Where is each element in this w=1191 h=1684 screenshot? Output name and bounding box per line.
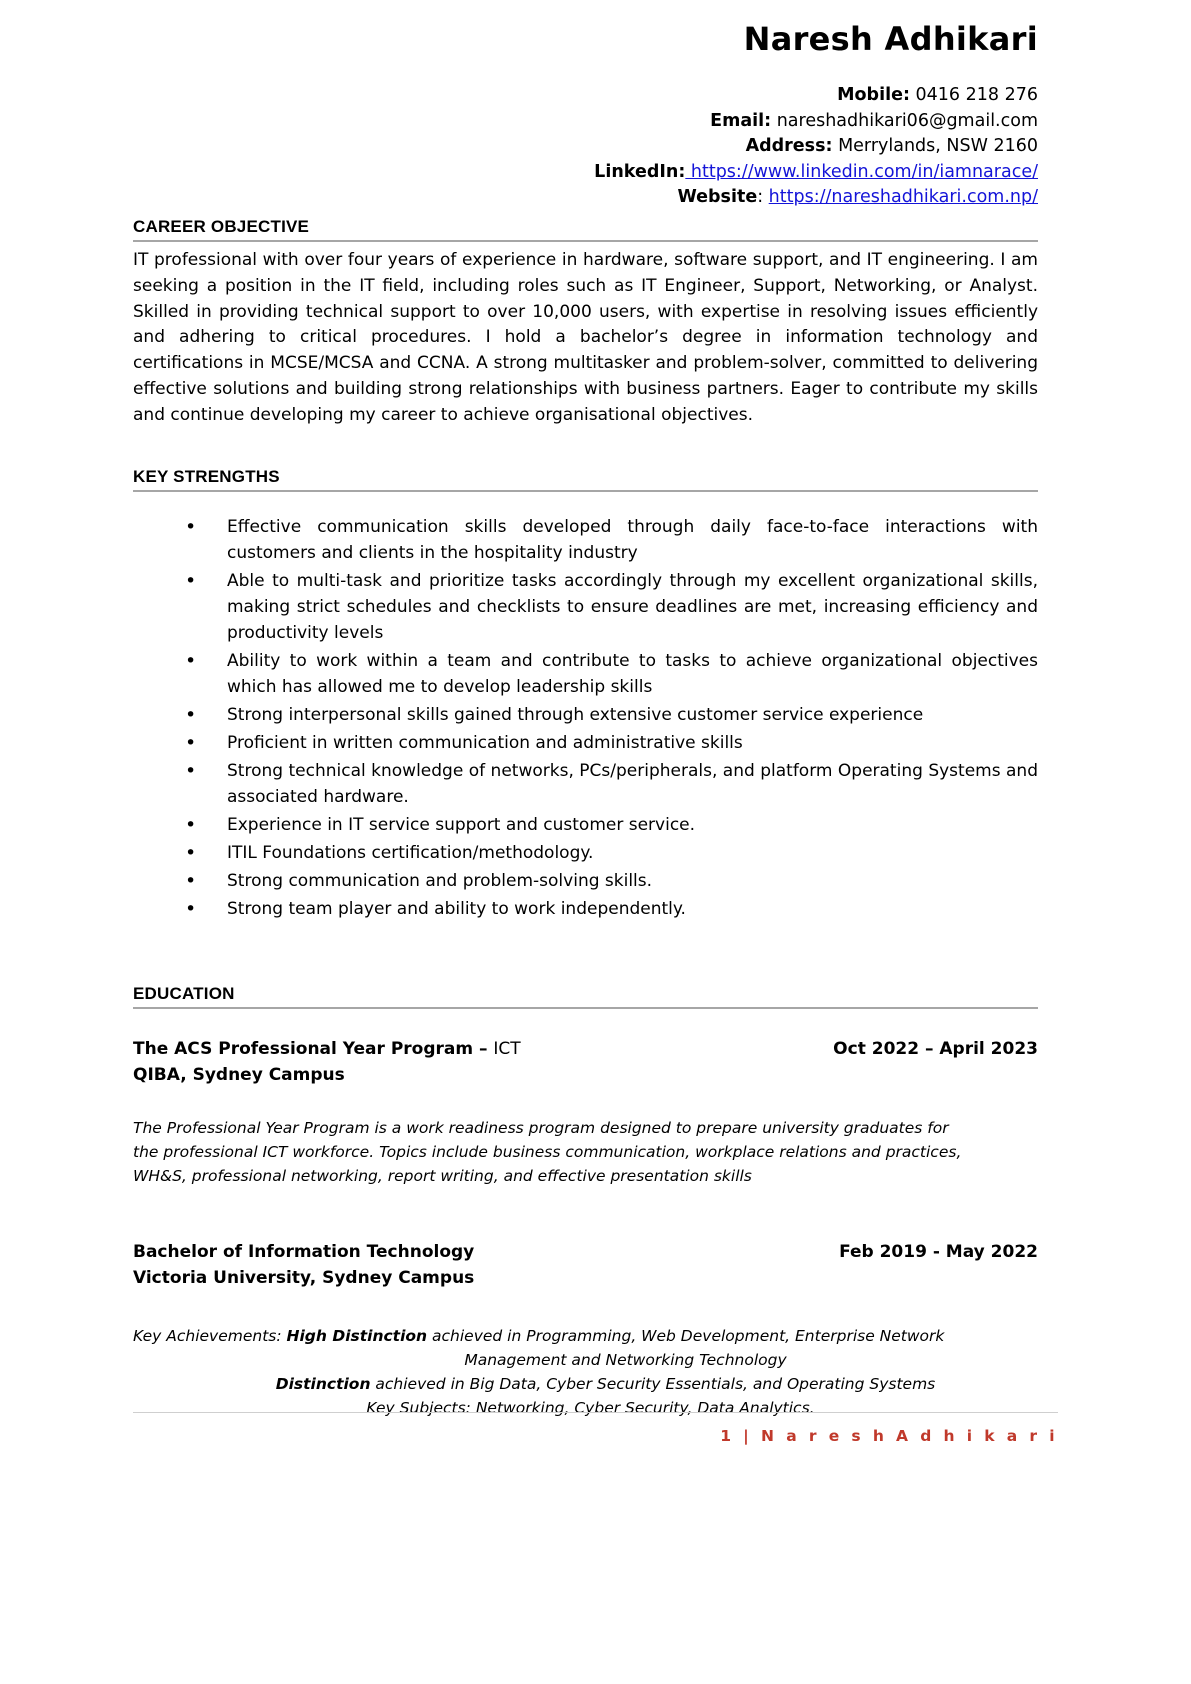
list-item: • Effective communication skills developed through daily face-to-face interactions with customers and clients in the hospitality industry: [179, 514, 1038, 566]
education-entry-bachelor: [133, 1240, 1038, 1420]
list-item: • Strong technical knowledge of networks, PCs/peripherals, and platform Operating Systems and associated hardware.: [179, 758, 1038, 810]
education-title: [133, 1037, 521, 1063]
education-institution: QIBA, Sydney Campus: [133, 1064, 345, 1085]
contact-linkedin: [133, 160, 1038, 186]
list-item: • Strong communication and problem-solving skills.: [179, 868, 1038, 894]
email-label: Email:: [710, 110, 772, 131]
contact-details: [133, 83, 1038, 211]
list-item: • Experience in IT service support and customer service.: [179, 812, 1038, 838]
website-link[interactable]: https://nareshadhikari.com.np/: [768, 187, 1038, 208]
list-item: • Strong interpersonal skills gained through extensive customer service experience: [179, 702, 1038, 728]
contact-mobile: [133, 83, 1038, 109]
contact-address: [133, 134, 1038, 160]
education-entry-acs: [133, 1037, 1038, 1189]
contact-website: [133, 185, 1038, 211]
candidate-name: Naresh Adhikari: [743, 20, 1038, 58]
resume-content: [133, 0, 1038, 1420]
list-item: • ITIL Foundations certification/methodology.: [179, 840, 1038, 866]
contact-email: [133, 109, 1038, 135]
mobile-label: Mobile:: [837, 85, 910, 106]
education-entry-header: [133, 1240, 1038, 1266]
address-value: Merrylands, NSW 2160: [832, 136, 1038, 157]
key-achievements: [133, 1324, 1038, 1420]
page-footer: 1 | N a r e s h A d h i k a r i: [133, 1412, 1058, 1445]
website-label: Website: [677, 187, 758, 208]
key-strengths-list: [133, 514, 1038, 922]
education-entry-header: [133, 1037, 1038, 1063]
achievement-line-1-rest: achieved in Programming, Web Development, Enterprise Network: [427, 1327, 945, 1346]
achievement-distinction: Distinction: [275, 1375, 371, 1394]
education-description: The Professional Year Program is a work readiness program designed to prepare university graduates for the professional ICT workforce. Topics include business communication, workplace relations and practices, WH&S, professional networking, report writing, and effective presentation skills: [133, 1119, 962, 1186]
achievement-high-distinction: High Distinction: [286, 1327, 428, 1346]
list-item: • Ability to work within a team and contribute to tasks to achieve organizational objectives which has allowed me to develop leadership skills: [179, 648, 1038, 700]
email-value: nareshadhikari06@gmail.com: [771, 110, 1038, 131]
website-colon: :: [757, 187, 769, 208]
address-label: Address:: [745, 136, 833, 157]
linkedin-link[interactable]: https://www.linkedin.com/in/iamnarace/: [685, 161, 1038, 182]
achievement-line-2: Management and Networking Technology: [464, 1351, 787, 1370]
achievement-label: Key Achievements:: [133, 1327, 287, 1346]
section-heading-career-objective: CAREER OBJECTIVE: [133, 217, 1038, 242]
list-item: • Proficient in written communication and administrative skills: [179, 730, 1038, 756]
achievement-line-1: [133, 1324, 1038, 1348]
list-item: • Strong team player and ability to work independently.: [179, 896, 1038, 922]
achievement-line-3-rest: achieved in Big Data, Cyber Security Essentials, and Operating Systems: [370, 1375, 936, 1394]
list-item: • Able to multi-task and prioritize tasks accordingly through my excellent organizational skills, making strict schedules and checklists to ensure deadlines are met, increasing efficiency and productivity levels: [179, 568, 1038, 646]
education-title-bold: The ACS Professional Year Program –: [133, 1038, 494, 1059]
education-institution: Victoria University, Sydney Campus: [133, 1268, 475, 1289]
education-title: Bachelor of Information Technology: [133, 1242, 475, 1263]
education-title-light: ICT: [493, 1038, 521, 1059]
mobile-value: 0416 218 276: [909, 85, 1038, 106]
achievement-line-3: [133, 1372, 1038, 1396]
section-heading-key-strengths: KEY STRENGTHS: [133, 467, 1038, 492]
linkedin-label: LinkedIn:: [594, 161, 686, 182]
career-objective-text: IT professional with over four years of experience in hardware, software support, and IT engineering. I am seeking a position in the IT field, including roles such as IT Engineer, Support, Networking, or Analyst. Skilled in providing technical support to over 10,000 users, with expertise in resolving issues efficiently and adhering to critical procedures. I hold a bachelor’s degree in information technology and certifications in MCSE/MCSA and CCNA. A strong multitasker and problem-solver, committed to delivering effective solutions and building strong relationships with business partners. Eager to contribute my skills and continue developing my career to achieve organisational objectives.: [133, 249, 1038, 425]
section-heading-education: EDUCATION: [133, 984, 1038, 1009]
education-date: Oct 2022 – April 2023: [833, 1038, 1038, 1059]
achievement-line-4: Key Subjects: Networking, Cyber Security, Data Analytics.: [366, 1399, 815, 1418]
education-date: Feb 2019 - May 2022: [839, 1242, 1038, 1263]
